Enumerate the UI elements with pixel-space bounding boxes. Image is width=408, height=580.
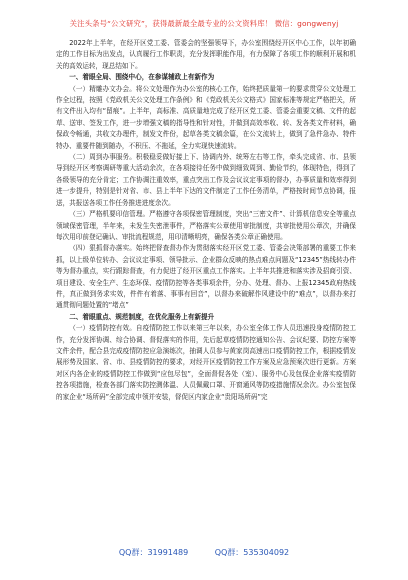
footer-contacts (0, 547, 408, 558)
document-body (56, 38, 356, 403)
qq-group-1: QQ群：31991489 (118, 548, 189, 557)
paragraph-1-1: （一）精雕办文办会。将公文处理作为办公室的核心工作，始终把质量第一的要求贯穿公文处理工作全过程，按照《党政机关公文处理工作条例》和《党政机关公文格式》国家标准等规定严格把关，所有文件出入均有“留痕”。上半年，高标准、高质量地完成了经开区党工委、管委会重要文稿、文件的起草、送审、签发工作，进一步增强文稿的指导性和针对性，并做到高效率收、转、发各类文件材料，确保政令畅通，共收文办理件，制发文件份，起草各类文稿余篇，在公文流转上，做到了急件急办、特件特办、重要件随到随办，不积压、不拖延，全力实现快速流转。 (56, 84, 356, 150)
qq-group-2: QQ群：535304092 (214, 548, 290, 557)
section-heading-1: 一、着眼全局、围绕中心，在参谋辅政上有新作为 (69, 73, 215, 82)
intro-paragraph: 2022年上半年，在经开区党工委、管委会的坚强领导下，办公室围绕经开区中心工作，以年初确定的工作目标为出发点，认真履行工作职责，充分发挥职能作用，有力保障了各项工作的顺利开展和机关的高效运转，现总结如下。 (56, 39, 356, 70)
paragraph-2-1: （一）疫情防控有效。自疫情防控工作以来第三年以来，办公室全体工作人员迅速投身疫情防控工作，充分发挥协调、综合协调、督促落实的作用，先后起草疫情防控通知公告、会议纪要、防控方案等文件余件，配合县完成疫情防控应急演练次，抽调人员参与黄家岗高速出口疫情防控工作，根据疫情发展形势及国家、省、市、县疫情防控的要求，对经开区疫情防控工作方案及应急预案次进行更新。方案对区内各企业的疫情防控工作做到“应包尽包”，全面督促各处（室）、服务中心及包保企业落实疫情防控各项措施，检查各部门落实防控测体温、人员佩戴口罩、开窗通风等防疫措施情况余次。办公室包保的家企业“场所码”全部完成申领并安装，督促区内家企业“贵阳场所码”完 (56, 324, 356, 401)
paragraph-1-2: （二）周到办事服务。积极稳妥做好接上下、协调内外、统筹左右等工作，牵头完成省、市、县领导到经开区考察调研等重大活动余次，在各项接待任务中做到细致周到、勤俭节约，体现特色，得到了各级领导的充分肯定；工作协调注重效率，重点突出工作及会议议定事项的督办，办事质量和效率得到进一步提升，特别是针对省、市、县上半年下达的文件制定了工作任务清单，严格按时间节点协调，报送，共报送各项工作任务推进进度余次。 (56, 153, 356, 207)
section-heading-2: 二、着眼重点、规范制度，在优化服务上有新提升 (69, 312, 215, 321)
header-banner: 关注头条号“公文研究”，获得最新最全最专业的公文资料库！ 微信：gongwenyj (69, 19, 339, 28)
paragraph-1-3: （三）严格机要印信管理。严格遵守各项保密管理制度，突出“三密文件”、计算机信息安全等重点领域保密管理，半年来，未发生失密泄事件，严格落实公章使用审批制度，共审批使用公章次，并确保每次用印前登记确认、审批流程规范，用印清晰明亮，确保各类公章正确使用。 (56, 210, 356, 241)
paragraph-1-4: （四）狠抓督办落实。始终把督查督办作为贯彻落实经开区党工委、管委会决策部署的重要工作来抓，以上级单位转办、会议议定事项、领导批示、企业群众反映的热点难点问题及“12345”热线转办件等为督办重点，实行跟踪督查，有力促进了经开区重点工作落实。上半年共推进和落实涉及招商引资、项目建设、安全生产、生态环保、疫情防控等各类事项余件，分办、处理、督办、上报12345政府热线件，真正做到务求实效，件件有着落、事事有回音”，以督办来破解作风建设中的“难点”，以督办来打通贯彻问题处置的“堵点” (56, 244, 356, 310)
